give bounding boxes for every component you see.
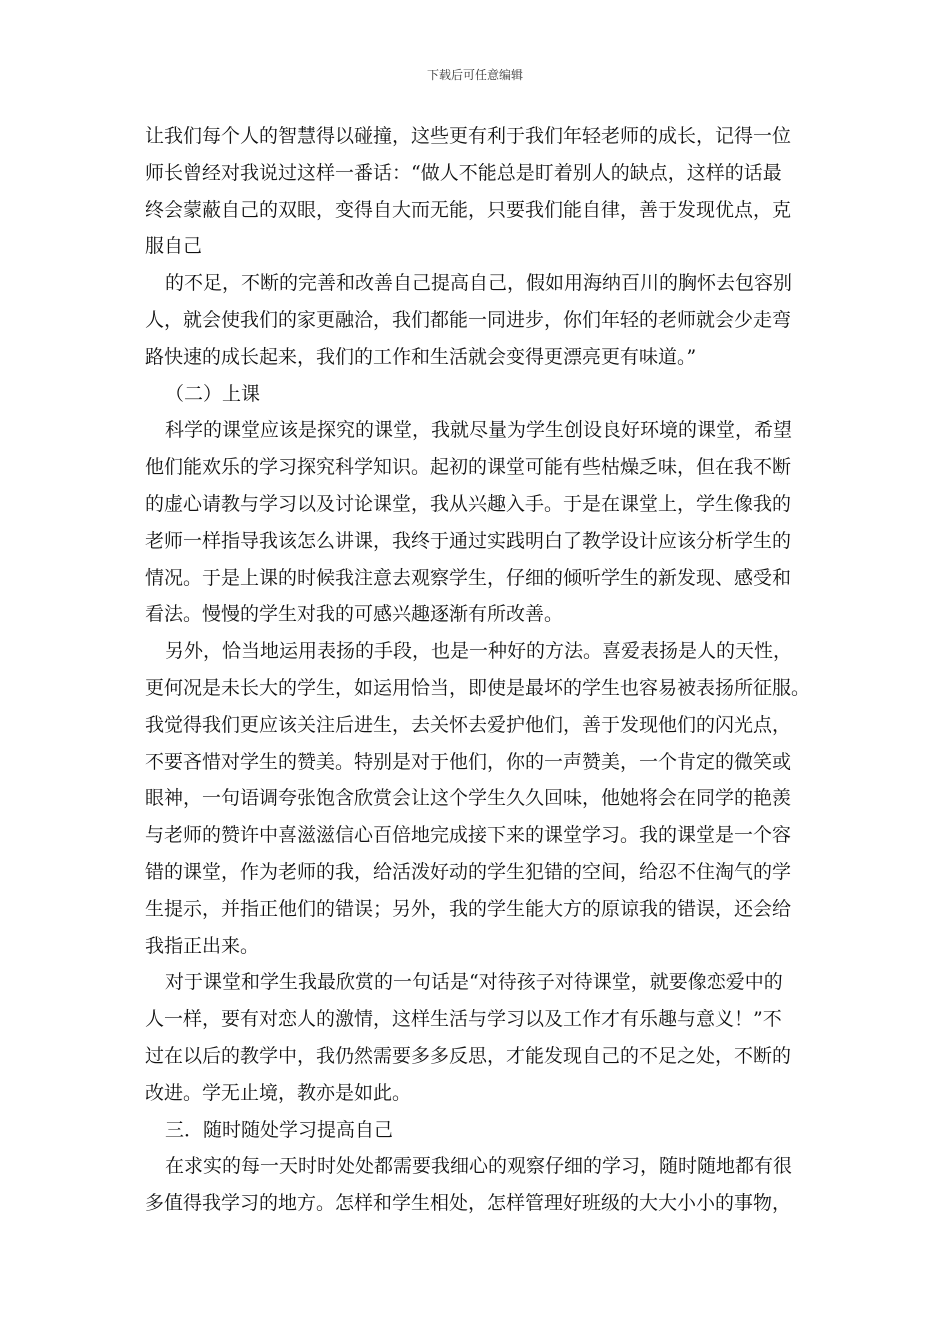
text-line: 我指正出来。 xyxy=(145,934,260,957)
text-line: 的虚心请教与学习以及讨论课堂，我从兴趣入手。于是在课堂上，学生像我的 xyxy=(145,492,792,515)
text-line: 我觉得我们更应该关注后进生，去关怀去爱护他们，善于发现他们的闪光点， xyxy=(145,713,792,736)
text-line: 让我们每个人的智慧得以碰撞，这些更有利于我们年轻老师的成长，记得一位 xyxy=(145,125,792,147)
text-line: 另外，恰当地运用表扬的手段，也是一种好的方法。喜爱表扬是人的天性， xyxy=(165,640,793,663)
text-line: 路快速的成长起来，我们的工作和生活就会变得更漂亮更有味道。” xyxy=(145,345,697,368)
text-line: 错的课堂，作为老师的我，给活泼好动的学生犯错的空间，给忍不住淘气的学 xyxy=(145,860,792,883)
page-header: 下载后可任意编辑 xyxy=(426,68,523,82)
text-line: 更何况是未长大的学生，如运用恰当，即使是最坏的学生也容易被表扬所征服。 xyxy=(145,676,811,699)
document-body xyxy=(145,118,810,1222)
text-line: 人，就会使我们的家更融洽，我们都能一同进步，你们年轻的老师就会少走弯 xyxy=(145,308,792,331)
text-line: 的不足，不断的完善和改善自己提高自己，假如用海纳百川的胸怀去包容别 xyxy=(165,272,793,295)
text-line: 不要吝惜对学生的赞美。特别是对于他们，你的一声赞美，一个肯定的微笑或 xyxy=(145,750,792,773)
text-line: （二）上课 xyxy=(165,382,261,405)
text-line: 眼神，一句语调夸张饱含欣赏会让这个学生久久回味，他她将会在同学的艳羡 xyxy=(145,787,792,810)
text-line: 师长曾经对我说过这样一番话：“做人不能总是盯着别人的缺点，这样的话最 xyxy=(145,161,782,184)
text-line: 终会蒙蔽自己的双眼，变得自大而无能，只要我们能自律，善于发现优点，克 xyxy=(145,198,792,221)
text-line: 情况。于是上课的时候我注意去观察学生，仔细的倾听学生的新发现、感受和 xyxy=(145,566,792,589)
text-line: 他们能欢乐的学习探究科学知识。起初的课堂可能有些枯燥乏味，但在我不断 xyxy=(145,456,792,479)
text-line: 看法。慢慢的学生对我的可感兴趣逐渐有所改善。 xyxy=(145,603,564,626)
text-line: 对于课堂和学生我最欣赏的一句话是“对待孩子对待课堂，就要像恋爱中的 xyxy=(165,971,783,994)
text-line: 与老师的赞许中喜滋滋信心百倍地完成接下来的课堂学习。我的课堂是一个容 xyxy=(145,824,792,847)
text-line: 服自己 xyxy=(145,235,203,258)
text-line: 改进。学无止境，教亦是如此。 xyxy=(145,1081,412,1104)
text-line: 三．随时随处学习提高自己 xyxy=(165,1118,394,1141)
text-line: 老师一样指导我该怎么讲课，我终于通过实践明白了教学设计应该分析学生的 xyxy=(145,529,792,552)
text-line: 生提示，并指正他们的错误；另外，我的学生能大方的原谅我的错误，还会给 xyxy=(145,897,792,920)
text-line: 人一样，要有对恋人的激情，这样生活与学习以及工作才有乐趣与意义！”不 xyxy=(145,1008,782,1031)
text-line: 科学的课堂应该是探究的课堂，我就尽量为学生创设良好环境的课堂，希望 xyxy=(165,419,793,442)
text-line: 在求实的每一天时时处处都需要我细心的观察仔细的学习，随时随地都有很 xyxy=(165,1155,793,1178)
text-line: 过在以后的教学中，我仍然需要多多反思，才能发现自己的不足之处，不断的 xyxy=(145,1044,792,1067)
text-line: 多值得我学习的地方。怎样和学生相处，怎样管理好班级的大大小小的事物， xyxy=(145,1192,792,1215)
